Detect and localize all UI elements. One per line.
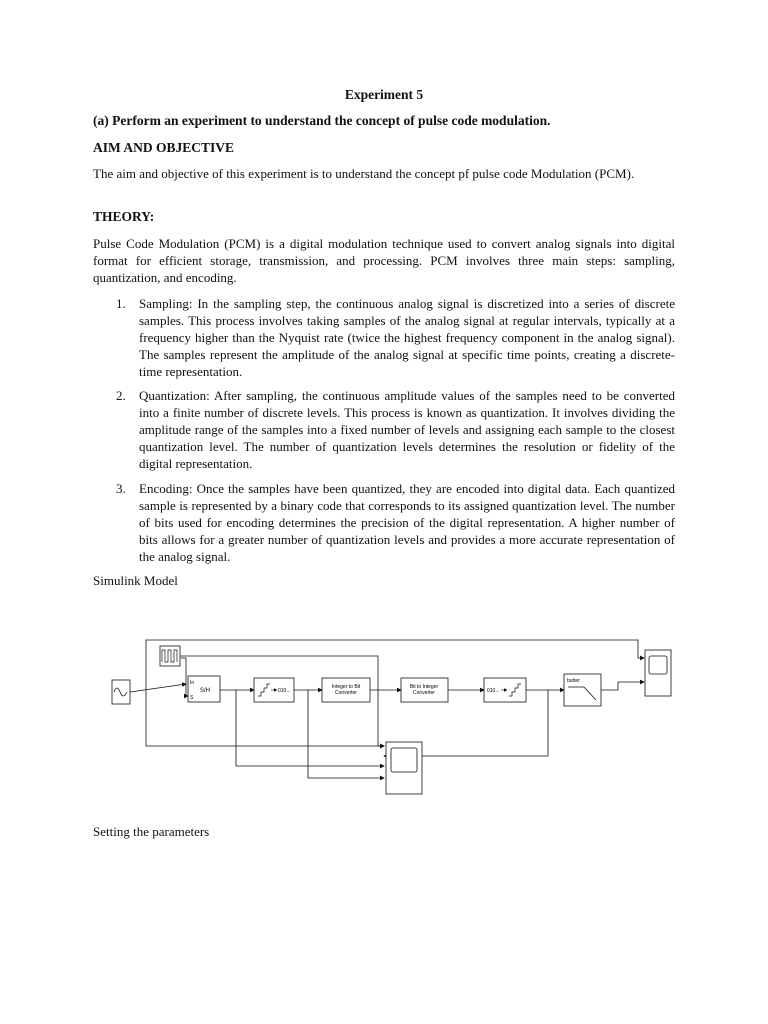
scope-bottom-icon — [386, 742, 422, 794]
sh-label: S/H — [200, 688, 211, 694]
list-number: 3. — [116, 481, 126, 496]
decoder-block — [484, 678, 526, 702]
integer-to-bit-converter-block — [322, 678, 370, 702]
experiment-title: Experiment 5 — [344, 87, 424, 102]
theory-paragraph: Pulse Code Modulation (PCM) is a digital modulation technique used to convert analog signals into digital format for efficient storage, transmission, and processing. PCM involves three main steps: sampling, quantization, and encoding. — [93, 236, 675, 285]
bit-to-int-line1: Bit to Integer — [409, 684, 439, 690]
list-number: 1. — [116, 296, 126, 311]
aim-heading: AIM AND OBJECTIVE — [93, 140, 235, 155]
butterworth-filter-block — [564, 674, 601, 706]
list-text: Sampling: In the sampling step, the continuous analog signal is discretized into a series of discrete samples. This process involves taking samples of the analog signal at regular intervals, typically at a frequency higher than the Nyquist rate (twice the highest frequency component in the analog signal). The samples represent the amplitude of the analog signal at specific time points, creating a discrete-time representation. — [139, 296, 675, 379]
sh-s-label: S — [190, 695, 194, 701]
setting-parameters-caption: Setting the parameters — [93, 824, 210, 839]
simulink-diagram-svg — [108, 632, 676, 810]
quantizer-label: 010... — [278, 688, 291, 694]
experiment-subtitle: (a) Perform an experiment to understand the concept of pulse code modulation. — [93, 113, 551, 128]
bit-to-integer-converter-block — [401, 678, 448, 702]
simulink-model-caption: Simulink Model — [93, 573, 178, 588]
simulink-diagram — [108, 632, 676, 810]
decoder-label: 010... — [487, 688, 500, 694]
list-text: Encoding: Once the samples have been quantized, they are encoded into digital data. Each quantized sample is represented by a binary code that corresponds to its assigned quantization level. The number of bits used for encoding determines the precision of the digital representation. A higher number of bits allows for a greater number of quantization levels and provides a more accurate representation of the analog signal. — [139, 481, 675, 564]
sample-and-hold-block — [188, 676, 220, 702]
int-to-bit-line1: Integer to Bit — [331, 684, 361, 690]
int-to-bit-line2: Converter — [335, 690, 357, 696]
theory-heading: THEORY: — [93, 209, 155, 224]
pulse-generator-icon — [160, 646, 180, 666]
bit-to-int-line2: Converter — [413, 690, 435, 696]
filter-label: butter — [567, 678, 580, 684]
aim-paragraph: The aim and objective of this experiment is to understand the concept pf pulse code Modulation (PCM). — [93, 166, 635, 181]
list-text: Quantization: After sampling, the continuous amplitude values of the samples need to be converted into a finite number of discrete levels. This process is known as quantization. It involves dividing the amplitude range of the samples into a fixed number of levels and assigning each sample to the closest quantization level. The number of quantization levels determines the resolution or fidelity of the digital representation. — [139, 388, 675, 471]
sine-wave-source-icon — [112, 680, 130, 704]
list-number: 2. — [116, 388, 126, 403]
scope-right-icon — [645, 650, 671, 696]
sh-in-label: In — [190, 680, 195, 686]
quantizer-block — [254, 678, 294, 702]
